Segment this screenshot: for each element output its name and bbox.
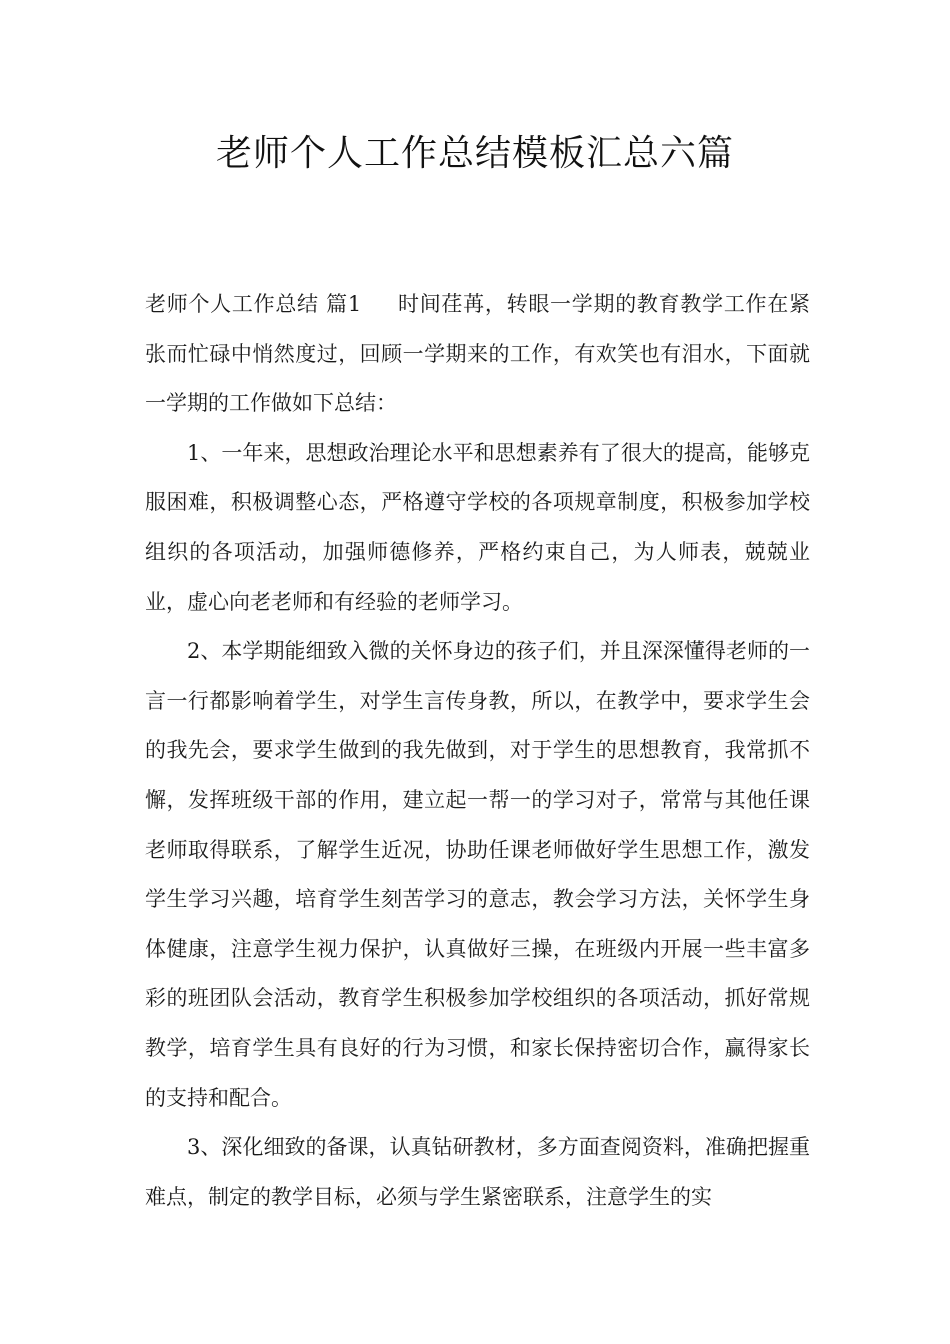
paragraph-1: 1、一年来，思想政治理论水平和思想素养有了很大的提高，能够克服困难，积极调整心态，严格遵守学校的各项规章制度，积极参加学校组织的各项活动，加强师德修养，严格约束自己，为人师表，兢兢业业，虚心向老老师和有经验的老师学习。 [145, 440, 810, 614]
document-title: 老师个人工作总结模板汇总六篇 [215, 133, 734, 174]
intro-text: 时间荏苒，转眼一学期的教育教学工作在紧张而忙碌中悄然度过，回顾一学期来的工作，有欢笑也有泪水，下面就一学期的工作做如下总结： [145, 292, 810, 416]
intro-paragraph [145, 280, 810, 429]
paragraph-2: 2、本学期能细致入微的关怀身边的孩子们，并且深深懂得老师的一言一行都影响着学生，对学生言传身教，所以，在教学中，要求学生会的我先会，要求学生做到的我先做到，对于学生的思想教育，我常抓不懈，发挥班级干部的作用，建立起一帮一的学习对子，常常与其他任课老师取得联系，了解学生近况，协助任课老师做好学生思想工作，激发学生学习兴趣，培育学生刻苦学习的意志，教会学习方法，关怀学生身体健康，注意学生视力保护，认真做好三操，在班级内开展一些丰富多彩的班团队会活动，教育学生积极参加学校组织的各项活动，抓好常规教学，培育学生具有良好的行为习惯，和家长保持密切合作，赢得家长的支持和配合。 [145, 639, 810, 1110]
section-label: 老师个人工作总结 篇1 [145, 292, 362, 316]
paragraph-3: 3、深化细致的备课，认真钻研教材，多方面查阅资料，准确把握重难点，制定的教学目标，必须与学生紧密联系，注意学生的实 [145, 1135, 810, 1209]
document-body [145, 280, 810, 1222]
